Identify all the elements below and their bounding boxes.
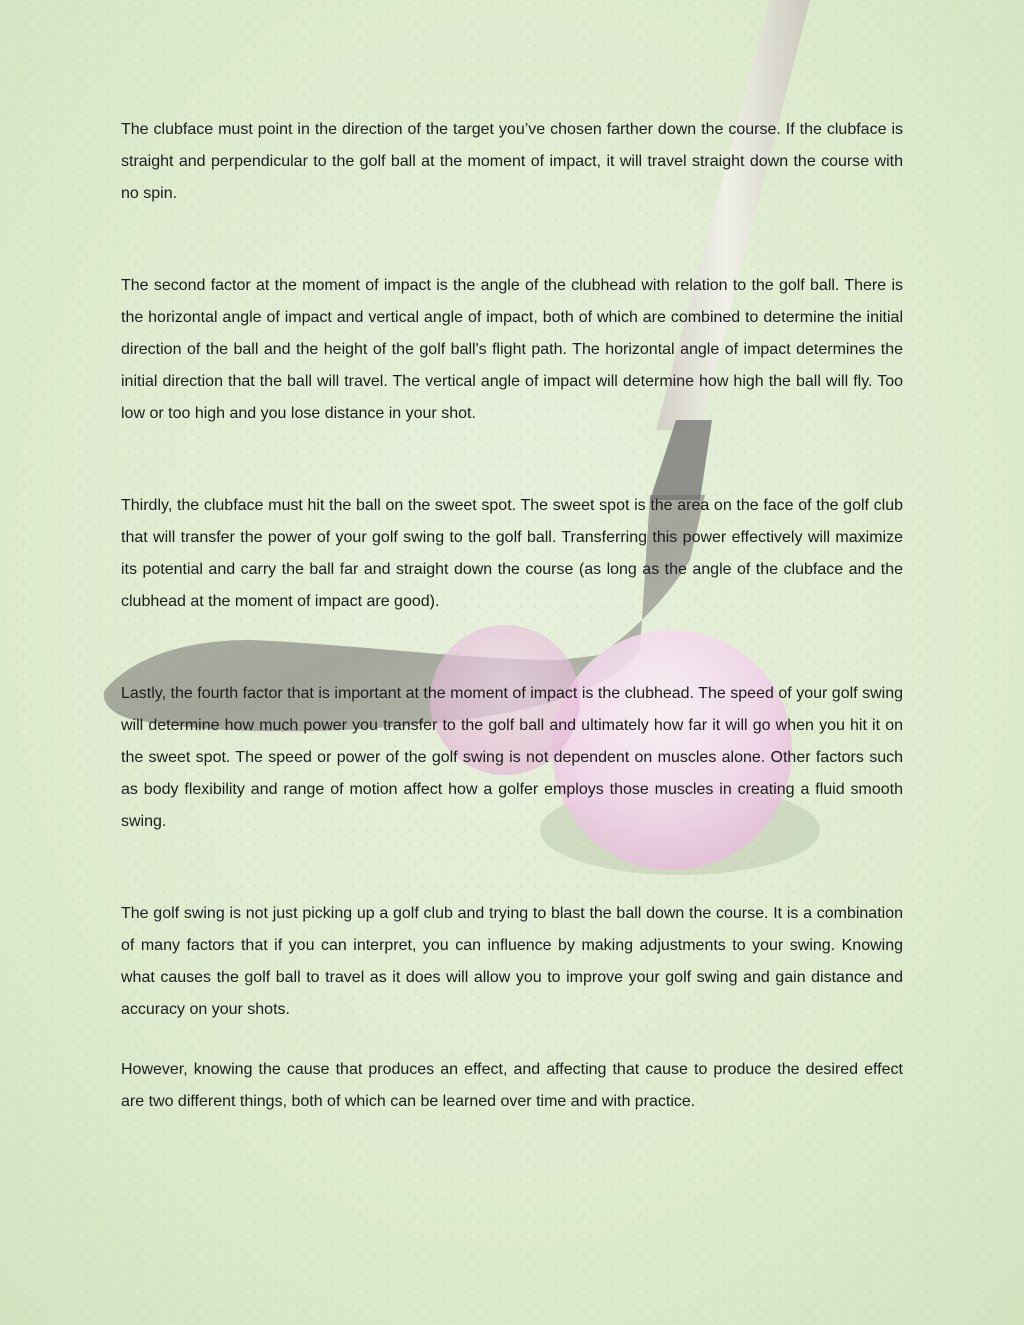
paragraph-swing-factors: The golf swing is not just picking up a golf club and trying to blast the ball down the course. It is a combination of many factors that if you can interpret, you can influence by making adjustments to your swing. Knowing what causes the golf ball to travel as it does will allow you to improve your golf swing and gain distance and accuracy on your shots. bbox=[121, 905, 903, 1018]
document-body bbox=[121, 114, 903, 1118]
paragraph-sweet-spot: Thirdly, the clubface must hit the ball on the sweet spot. The sweet spot is the area on the face of the golf club that will transfer the power of your golf swing to the golf ball. Transferring this power effectively will maximize its potential and carry the ball far and straight down the course (as long as the angle of the clubface and the clubhead at the moment of impact are good). bbox=[121, 497, 903, 610]
paragraph-clubhead-speed: Lastly, the fourth factor that is important at the moment of impact is the clubhead. The speed of your golf swing will determine how much power you transfer to the golf ball and ultimately how far it will go when you hit it on the sweet spot. The speed or power of the golf swing is not dependent on muscles alone. Other factors such as body flexibility and range of motion affect how a golfer employs those muscles in creating a fluid smooth swing. bbox=[121, 685, 903, 830]
paragraph-cause-effect: However, knowing the cause that produces an effect, and affecting that cause to produce the desired effect are two different things, both of which can be learned over time and with practice. bbox=[121, 1061, 903, 1110]
paragraph-clubface-direction: The clubface must point in the direction of the target you’ve chosen farther down the course. If the clubface is straight and perpendicular to the golf ball at the moment of impact, it will travel straight down the course with no spin. bbox=[121, 121, 903, 202]
paragraph-clubhead-angle: The second factor at the moment of impact is the angle of the clubhead with relation to the golf ball. There is the horizontal angle of impact and vertical angle of impact, both of which are combined to determine the initial direction of the ball and the height of the golf ball's flight path. The horizontal angle of impact determines the initial direction that the ball will travel. The vertical angle of impact will determine how high the ball will fly. Too low or too high and you lose distance in your shot. bbox=[121, 277, 903, 422]
